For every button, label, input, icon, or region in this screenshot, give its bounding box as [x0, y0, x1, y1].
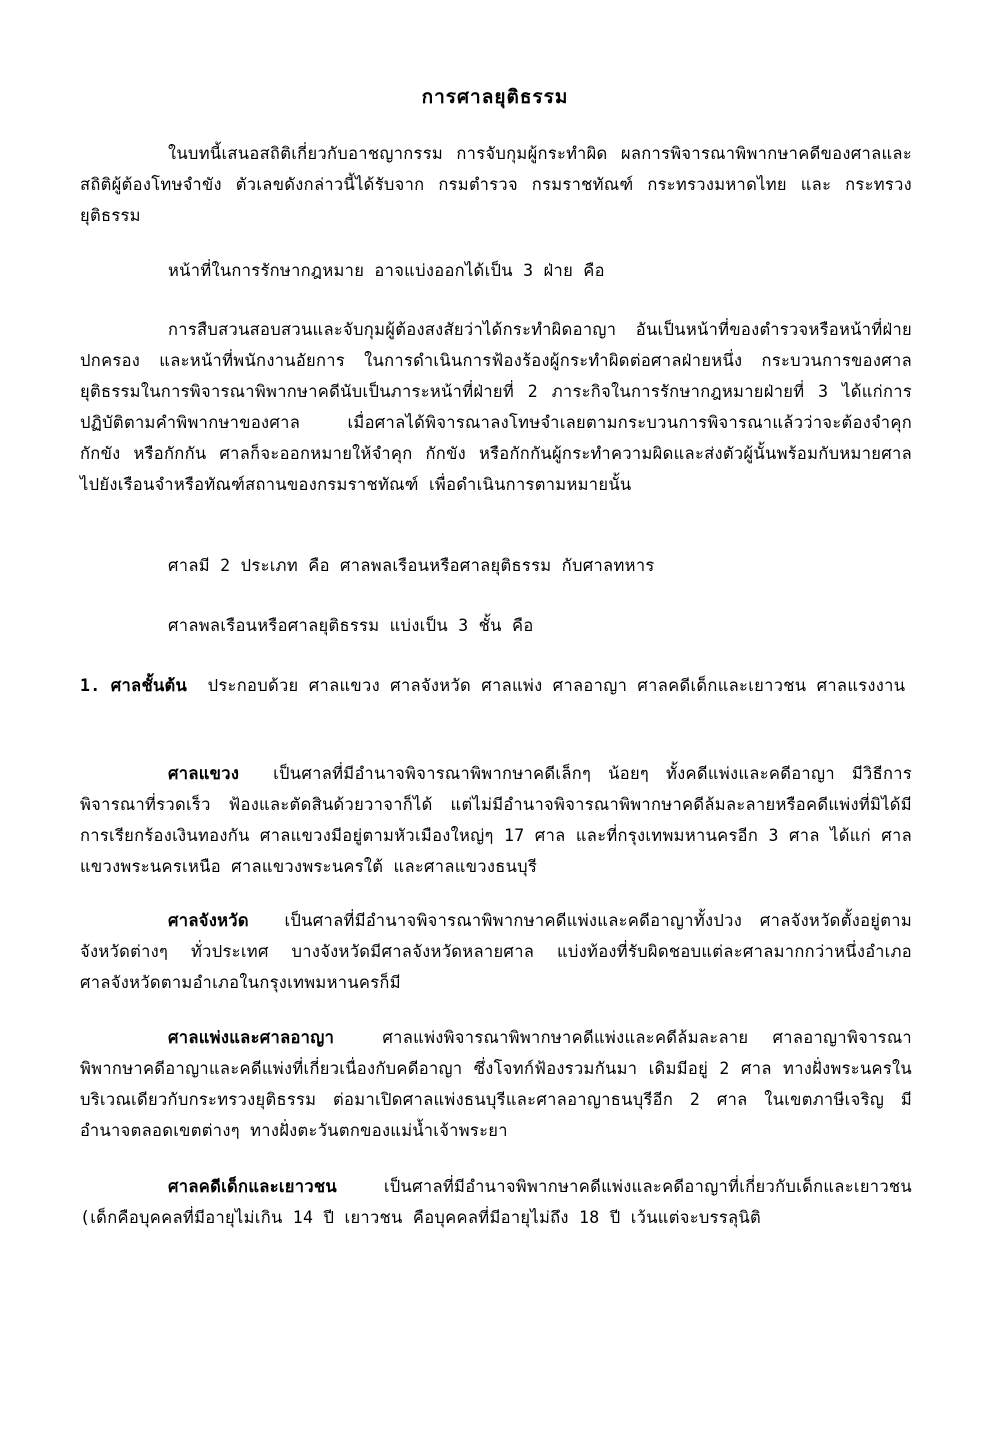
court-types-paragraph: ศาลมี 2 ประเภท คือ ศาลพลเรือนหรือศาลยุติธรรม กับศาลทหาร [168, 556, 655, 575]
law-enforcement-paragraph [80, 314, 912, 500]
intro-text: ในบทนี้เสนอสถิติเกี่ยวกับอาชญากรรม การจับกุมผู้กระทำผิด ผลการพิจารณาพิพากษาคดีของศาลและสถิติผู้ต้องโทษจำขัง ตัวเลขดังกล่าวนี้ได้รับจาก กรมตำรวจ กรมราชทัณฑ์ กระทรวงมหาดไทย และ กระทรวงยุติธรรม [80, 144, 912, 225]
intro-paragraph [80, 138, 912, 231]
section-juvenile-court [80, 1171, 912, 1233]
section-text: ศาลแพ่งพิจารณาพิพากษาคดีแพ่งและคดีล้มละลาย ศาลอาญาพิจารณาพิพากษาคดีอาญาและคดีแพ่งที่เกี่ยวเนื่องกับคดีอาญา ซึ่งโจทก์ฟ้องรวมกันมา เดิมมีอยู่ 2 ศาล ทางฝั่งพระนครในบริเวณเดียวกับกระทรวงยุติธรรม ต่อมาเปิดศาลแพ่งธนบุรีและศาลอาญาธนบุรีอีก 2 ศาล ในเขตภาษีเจริญ มีอำนาจตลอดเขตต่างๆ ทางฝั่งตะวันตกของแม่น้ำเจ้าพระยา [80, 1028, 913, 1140]
section-text: เป็นศาลที่มีอำนาจพิจารณาพิพากษาคดีเล็กๆ น้อยๆ ทั้งคดีแพ่งและคดีอาญา มีวิธีการพิจารณาที่รวดเร็ว ฟ้องและตัดสินด้วยวาจาก็ได้ แต่ไม่มีอำนาจพิจารณาพิพากษาคดีล้มละลายหรือคดีแพ่งที่มิได้มีการเรียกร้องเงินทองกัน ศาลแขวงมีอยู่ตามหัวเมืองใหญ่ๆ 17 ศาล และที่กรุงเทพมหานครอีก 3 ศาล ได้แก่ ศาลแขวงพระนครเหนือ ศาลแขวงพระนครใต้ และศาลแขวงธนบุรี [80, 764, 912, 876]
section-kwaeng-court [80, 758, 912, 882]
section-text: ประกอบด้วย ศาลแขวง ศาลจังหวัด ศาลแพ่ง ศาลอาญา ศาลคดีเด็กและเยาวชน ศาลแรงงาน [207, 676, 906, 695]
duties-paragraph: หน้าที่ในการรักษากฎหมาย อาจแบ่งออกได้เป็น 3 ฝ่าย คือ [168, 261, 605, 280]
section-heading: ศาลแขวง [168, 764, 240, 783]
section-heading: ศาลจังหวัด [168, 911, 249, 930]
court-levels-paragraph: ศาลพลเรือนหรือศาลยุติธรรม แบ่งเป็น 3 ชั้น คือ [168, 616, 534, 635]
section-text: เป็นศาลที่มีอำนาจพิพากษาคดีแพ่งและคดีอาญาที่เกี่ยวกับเด็กและเยาวชน (เด็กคือบุคคลที่มีอายุไม่เกิน 14 ปี เยาวชน คือบุคคลที่มีอายุไม่ถึง 18 ปี เว้นแต่จะบรรลุนิติ [80, 1177, 912, 1227]
law-enforcement-text: การสืบสวนสอบสวนและจับกุมผู้ต้องสงสัยว่าได้กระทำผิดอาญา อันเป็นหน้าที่ของตำรวจหรือหน้าที่ฝ่ายปกครอง และหน้าที่พนักงานอัยการ ในการดำเนินการฟ้องร้องผู้กระทำผิดต่อศาลฝ่ายหนึ่ง กระบวนการของศาลยุติธรรมในการพิจารณาพิพากษาคดีนับเป็นภาระหน้าที่ฝ่ายที่ 2 ภาระกิจในการรักษากฎหมายฝ่ายที่ 3 ได้แก่การปฏิบัติตามคำพิพากษาของศาล เมื่อศาลได้พิจารณาลงโทษจำเลยตามกระบวนการพิจารณาแล้วว่าจะต้องจำคุก กักขัง หรือกักกัน ศาลก็จะออกหมายให้จำคุก กักขัง หรือกักกันผู้กระทำความผิดและส่งตัวผู้นั้นพร้อมกับหมายศาลไปยังเรือนจำหรือทัณฑ์สถานของกรมราชทัณฑ์ เพื่อดำเนินการตามหมายนั้น [80, 320, 912, 494]
section-civil-criminal-court [80, 1022, 912, 1146]
section-text: เป็นศาลที่มีอำนาจพิจารณาพิพากษาคดีแพ่งและคดีอาญาทั้งปวง ศาลจังหวัดตั้งอยู่ตามจังหวัดต่างๆ ทั่วประเทศ บางจังหวัดมีศาลจังหวัดหลายศาล แบ่งท้องที่รับผิดชอบแต่ละศาลมากกว่าหนึ่งอำเภอ ศาลจังหวัดตามอำเภอในกรุงเทพมหานครก็มี [80, 911, 912, 992]
section-provincial-court [80, 905, 912, 998]
section-heading: ศาลคดีเด็กและเยาวชน [168, 1177, 337, 1196]
section-heading: 1. ศาลชั้นต้น [80, 676, 188, 695]
section-heading: ศาลแพ่งและศาลอาญา [168, 1028, 335, 1047]
section-first-instance [80, 670, 912, 701]
page-title: การศาลยุติธรรม [421, 86, 569, 108]
